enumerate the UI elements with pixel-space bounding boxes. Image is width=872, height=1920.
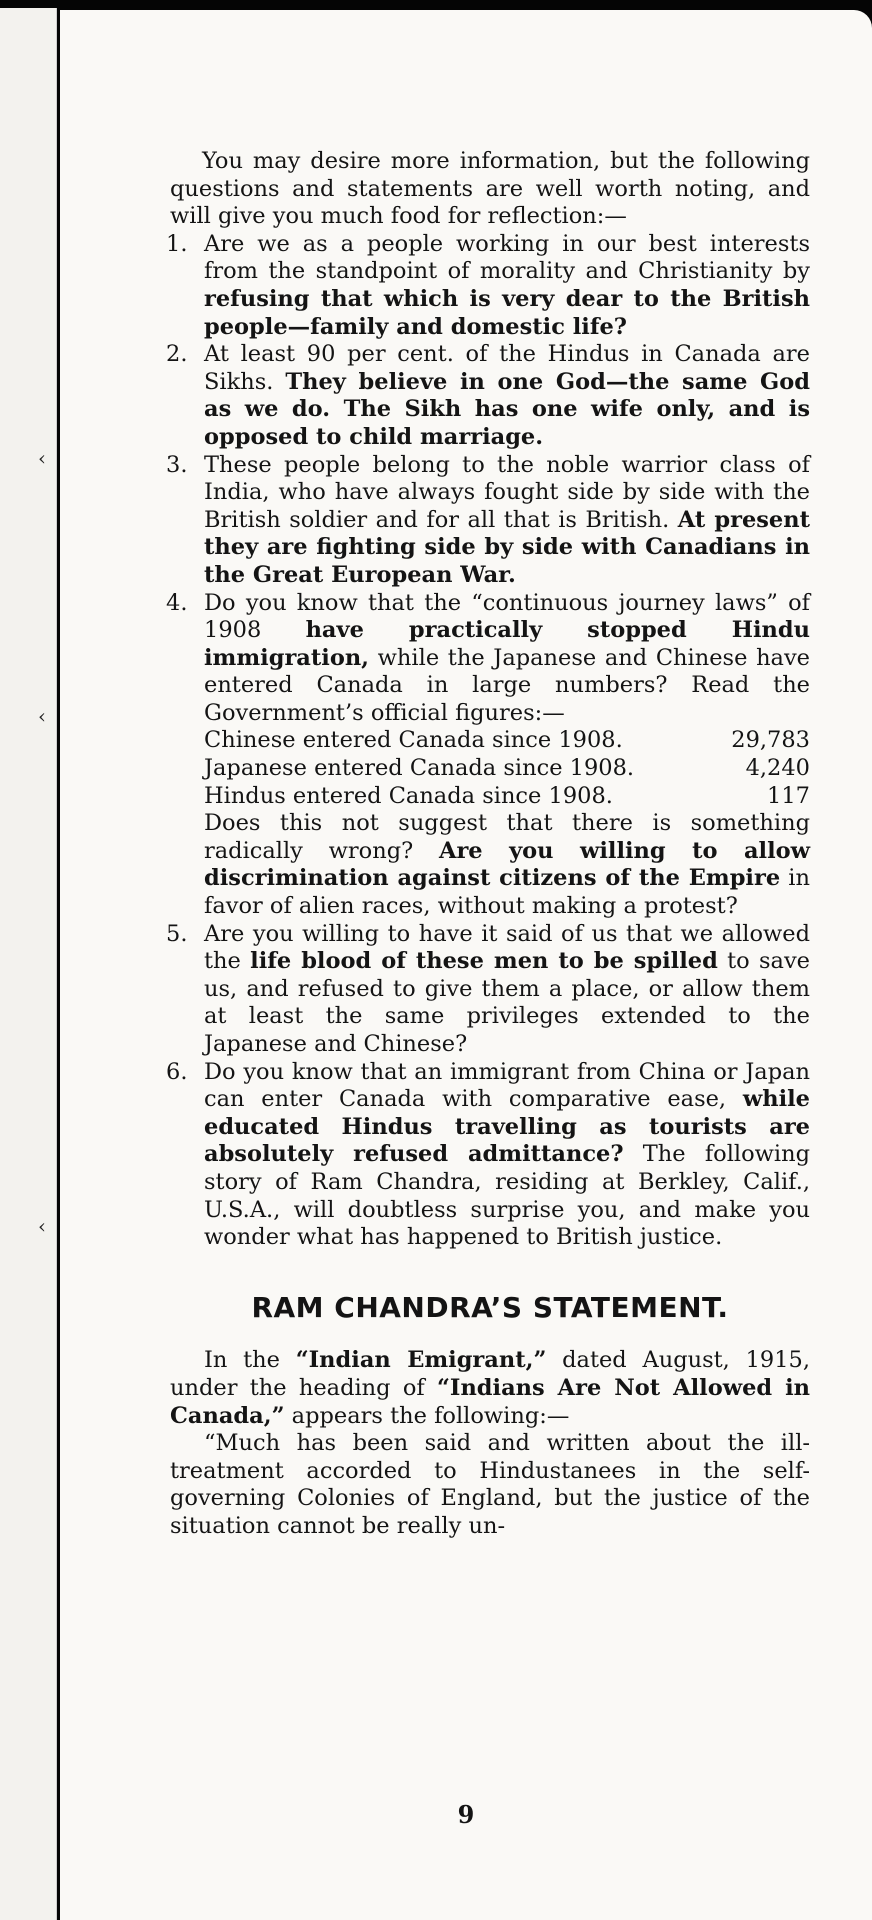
intro-paragraph: You may desire more information, but the following questions and statements are well worth noting, and will give you much food for reflection:— bbox=[170, 148, 810, 230]
item-bold-text: while educated Hindus travelling as tourists are absolutely refused admittance? bbox=[204, 1086, 810, 1168]
item-text: Do you know that an immigrant from China or Japan can enter Canada with comparative ease, bbox=[204, 1058, 810, 1113]
question-list bbox=[166, 230, 811, 1252]
item-number: 6. bbox=[166, 1058, 188, 1085]
item-text: while the Japanese and Chinese have entered Canada in large numbers? Read the Government’s official figures:— bbox=[204, 644, 810, 726]
figures-row bbox=[204, 755, 810, 783]
margin-mark: ‹ bbox=[38, 704, 46, 728]
item-bold-text: Are you willing to allow discrimination against citizens of the Empire bbox=[204, 837, 811, 892]
paragraph-text: In the bbox=[204, 1347, 296, 1374]
item-number: 4. bbox=[166, 589, 188, 616]
page-text bbox=[166, 148, 811, 1541]
margin-mark: ‹ bbox=[38, 1214, 46, 1238]
figures-label: Hindus entered Canada since 1908. bbox=[204, 782, 613, 809]
figures-row bbox=[204, 783, 810, 811]
paragraph-text: appears the following:— bbox=[284, 1402, 570, 1429]
item-number: 5. bbox=[166, 920, 188, 947]
list-item bbox=[166, 341, 810, 451]
figures-value: 29,783 bbox=[731, 727, 810, 754]
item-number: 2. bbox=[166, 341, 188, 368]
document-page bbox=[60, 10, 872, 1920]
margin-mark: ‹ bbox=[38, 446, 46, 470]
figures-value: 117 bbox=[767, 782, 810, 809]
item-text: to save us, and refused to give them a place, or allow them at least the same privileges extended to the Japanese and Chinese? bbox=[204, 948, 810, 1057]
list-item bbox=[166, 451, 810, 590]
item-bold-text: At present they are fighting side by side with Canadians in the Great European War. bbox=[204, 506, 810, 588]
item-text: The following story of Ram Chandra, residing at Berkley, Calif., U.S.A., will doubtless surprise you, and make you wonder what has happened to British justice. bbox=[204, 1141, 810, 1251]
list-item bbox=[166, 230, 810, 341]
list-item bbox=[166, 589, 811, 921]
item-text: in favor of alien races, without making a protest? bbox=[204, 865, 810, 920]
figures-label: Chinese entered Canada since 1908. bbox=[204, 727, 623, 754]
list-item bbox=[166, 1058, 810, 1252]
item-number: 1. bbox=[166, 230, 188, 257]
item-text: Are you willing to have it said of us that we allowed the bbox=[204, 920, 810, 975]
item-bold-text: refusing that which is very dear to the British people—family and domestic life? bbox=[204, 285, 810, 340]
figures-label: Japanese entered Canada since 1908. bbox=[204, 755, 635, 782]
item-text: Does this not suggest that there is something radically wrong? bbox=[204, 810, 810, 864]
item-text: Are we as a people working in our best interests from the standpoint of morality and Christianity by bbox=[204, 230, 810, 285]
section-heading: RAM CHANDRA’S STATEMENT. bbox=[251, 1290, 729, 1324]
list-item bbox=[166, 920, 810, 1059]
item-text: At least 90 per cent. of the Hindus in Canada are Sikhs. bbox=[204, 341, 810, 395]
item-text: These people belong to the noble warrior class of India, who have always fought side by side with the British soldier and for all that is British. bbox=[204, 451, 810, 533]
item-number: 3. bbox=[166, 451, 188, 478]
paragraph-bold-text: “Indians Are Not Allowed in Canada,” bbox=[170, 1374, 810, 1429]
item-bold-text: have practically stopped Hindu immigration, bbox=[204, 617, 810, 671]
item-bold-text: They believe in one God—the same God as we do. The Sikh has one wife only, and is opposed to child marriage. bbox=[204, 368, 810, 450]
item-bold-text: life blood of these men to be spilled bbox=[250, 948, 718, 975]
quote-paragraph: “Much has been said and written about the ill-treatment accorded to Hindustanees in the self-governing Colonies of England, but the justice of the situation cannot be really un- bbox=[170, 1430, 810, 1539]
figures-row bbox=[204, 727, 810, 755]
immigration-figures bbox=[204, 727, 810, 810]
previous-page-edge bbox=[0, 8, 57, 1920]
page-number: 9 bbox=[457, 1800, 475, 1829]
paragraph-bold-text: “Indian Emigrant,” bbox=[295, 1347, 547, 1374]
statement-paragraph bbox=[170, 1347, 810, 1430]
paragraph-text: dated August, 1915, under the heading of bbox=[170, 1347, 810, 1401]
figures-value: 4,240 bbox=[745, 755, 810, 782]
item-text: Do you know that the “continuous journey laws” of 1908 bbox=[204, 589, 810, 644]
